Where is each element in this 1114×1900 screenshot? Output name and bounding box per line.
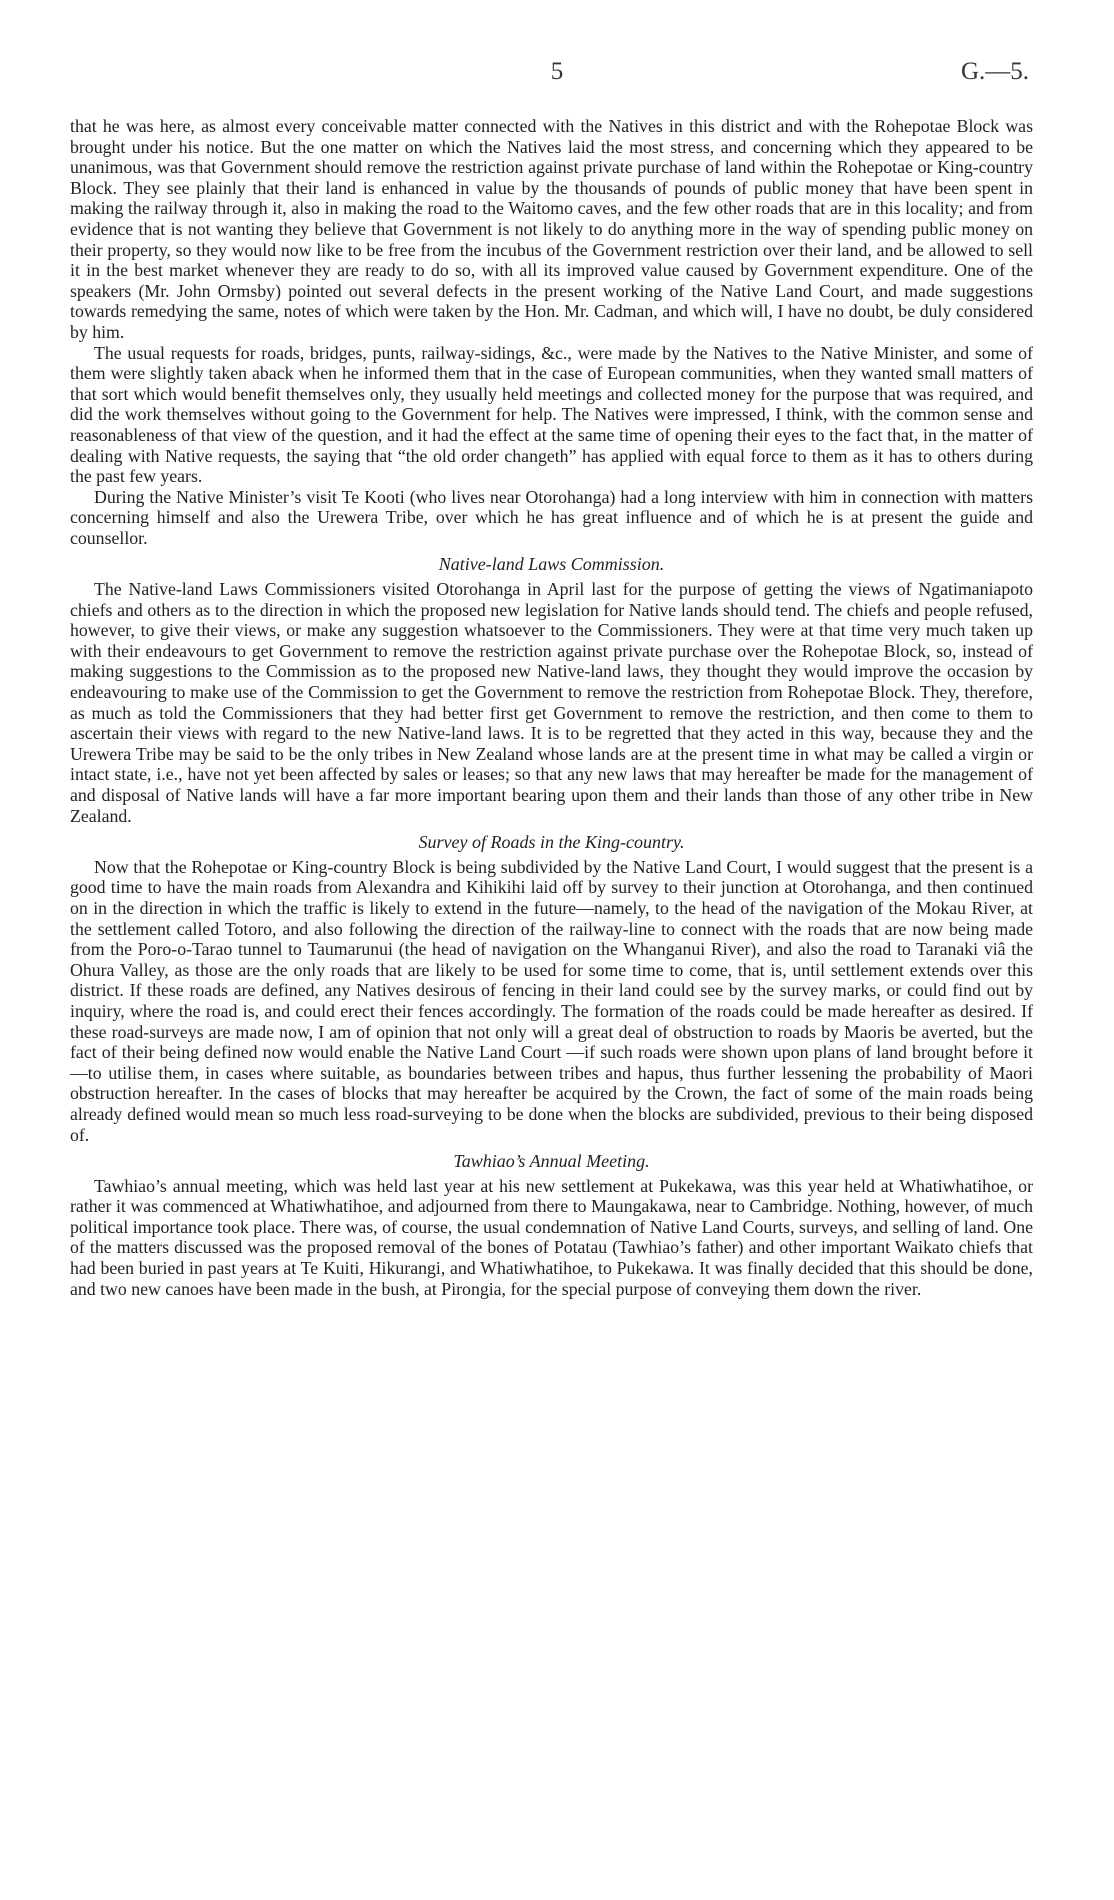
paragraph-roads: Now that the Rohepotae or King-country Block is being subdivided by the Native Land Court, I would suggest that the present is a good time to have the main roads from Alexandra and Kihikihi laid off by survey to their junction at Otorohanga, and then continued on in the direction in which the traffic is likely to extend in the future—namely, to the head of the navigation of the Mokau River, at the settlement called Totoro, and also following the direction of the railway-line to connect with the roads that are now being made from the Poro-o-Tarao tunnel to Taumarunui (the head of navigation on the Whanganui River), and also the road to Taranaki viâ the Ohura Valley, as those are the only roads that are likely to be used for some time to come, that is, until settlement extends over this district. If these roads are defined, any Natives desirous of fencing in their land could see by the survey marks, or could find out by inquiry, where the road is, and could erect their fences accordingly. The formation of the roads could be made hereafter as desired. If these road-surveys are made now, I am of opinion that not only will a great deal of obstruction to roads by Maoris be averted, but the fact of their being defined now would enable the Native Land Court —if such roads were shown upon plans of land brought before it—to utilise them, in cases where suitable, as boundaries between tribes and hapus, thus further lessening the probability of Maori obstruction hereafter. In the cases of blocks that may hereafter be acquired by the Crown, the fact of some of the main roads being already defined would mean so much less road-surveying to be done when the blocks are subdivided, previous to their being disposed of. xyxy=(70,856,1033,1145)
body-text xyxy=(70,116,1033,1299)
page-number: 5 xyxy=(550,58,564,85)
paragraph-meeting: Tawhiao’s annual meeting, which was held last year at his new settlement at Pukekawa, was this year held at Whatiwhatihoe, or rather it was commenced at Whatiwhatihoe, and adjourned from there to Maungakawa, near to Cambridge. Nothing, however, of much political importance took place. There was, of course, the usual condemnation of Native Land Courts, surveys, and selling of land. One of the matters discussed was the proposed removal of the bones of Potatau (Tawhiao’s father) and other important Waikato chiefs that had been buried in past years at Te Kuiti, Hikurangi, and Whatiwhatihoe, to Pukekawa. It was finally decided that this should be done, and two new canoes have been made in the bush, at Pirongia, for the special purpose of conveying them down the river. xyxy=(70,1175,1033,1299)
section-heading-meeting: Tawhiao’s Annual Meeting. xyxy=(453,1151,650,1172)
section-heading-roads: Survey of Roads in the King-country. xyxy=(418,832,685,853)
section-heading-commission: Native-land Laws Commission. xyxy=(438,554,665,575)
paragraph-requests: The usual requests for roads, bridges, punts, railway-sidings, &c., were made by the Natives to the Native Minister, and some of them were slightly taken aback when he informed them that in the case of European communities, when they wanted small matters of that sort which would benefit themselves only, they usually held meetings and collected money for the purpose that was required, and did the work themselves without going to the Government for help. The Natives were impressed, I think, with the common sense and reasonableness of that view of the question, and it had the effect at the same time of opening their eyes to the fact that, in the matter of dealing with Native requests, the saying that “the old order changeth” has applied with equal force to them as it has to others during the past few years. xyxy=(70,342,1033,487)
paragraph-commission: The Native-land Laws Commissioners visited Otorohanga in April last for the purpose of getting the views of Ngatimaniapoto chiefs and others as to the direction in which the proposed new legislation for Native lands should tend. The chiefs and people refused, however, to give their views, or make any suggestion whatsoever to the Commissioners. They were at that time very much taken up with their endeavours to get Government to remove the restriction against private purchase over the Rohepotae Block, so, instead of making suggestions to the Commission as to the proposed new Native-land laws, they thought they would improve the occasion by endeavouring to make use of the Commission to get the Government to remove the restriction from Rohepotae Block. They, therefore, as much as told the Commissioners that they had better first get Government to remove the restriction, and then come to them to ascertain their views with regard to the new Native-land laws. It is to be regretted that they acted in this way, because they and the Urewera Tribe may be said to be the only tribes in New Zealand whose lands are at the present time in what may be called a virgin or intact state, i.e., have not yet been affected by sales or leases; so that any new laws that may hereafter be made for the management of and disposal of Native lands will have a far more important bearing upon them and their lands than those of any other tribe in New Zealand. xyxy=(70,579,1033,826)
document-code: G.—5. xyxy=(960,58,1029,85)
paragraph-te-kooti: During the Native Minister’s visit Te Kooti (who lives near Otorohanga) had a long interview with him in connection with matters concerning himself and also the Urewera Tribe, over which he has great influence and of which he is at present the guide and counsellor. xyxy=(70,486,1033,548)
paragraph-continued: that he was here, as almost every conceivable matter connected with the Natives in this district and with the Rohepotae Block was brought under his notice. But the one matter on which the Natives laid the most stress, and concerning which they appeared to be unanimous, was that Government should remove the restriction against private purchase of land within the Rohepotae or King-country Block. They see plainly that their land is enhanced in value by the thousands of pounds of public money that have been spent in making the railway through it, also in making the road to the Waitomo caves, and the few other roads that are in this locality; and from evidence that is not wanting they believe that Government is not likely to do anything more in the way of spending public money on their property, so they would now like to be free from the incubus of the Government restriction over their land, and be allowed to sell it in the best market whenever they are ready to do so, with all its improved value caused by Government expenditure. One of the speakers (Mr. John Ormsby) pointed out several defects in the present working of the Native Land Court, and made suggestions towards remedying the same, notes of which were taken by the Hon. Mr. Cadman, and which will, I have no doubt, be duly considered by him. xyxy=(70,116,1033,342)
